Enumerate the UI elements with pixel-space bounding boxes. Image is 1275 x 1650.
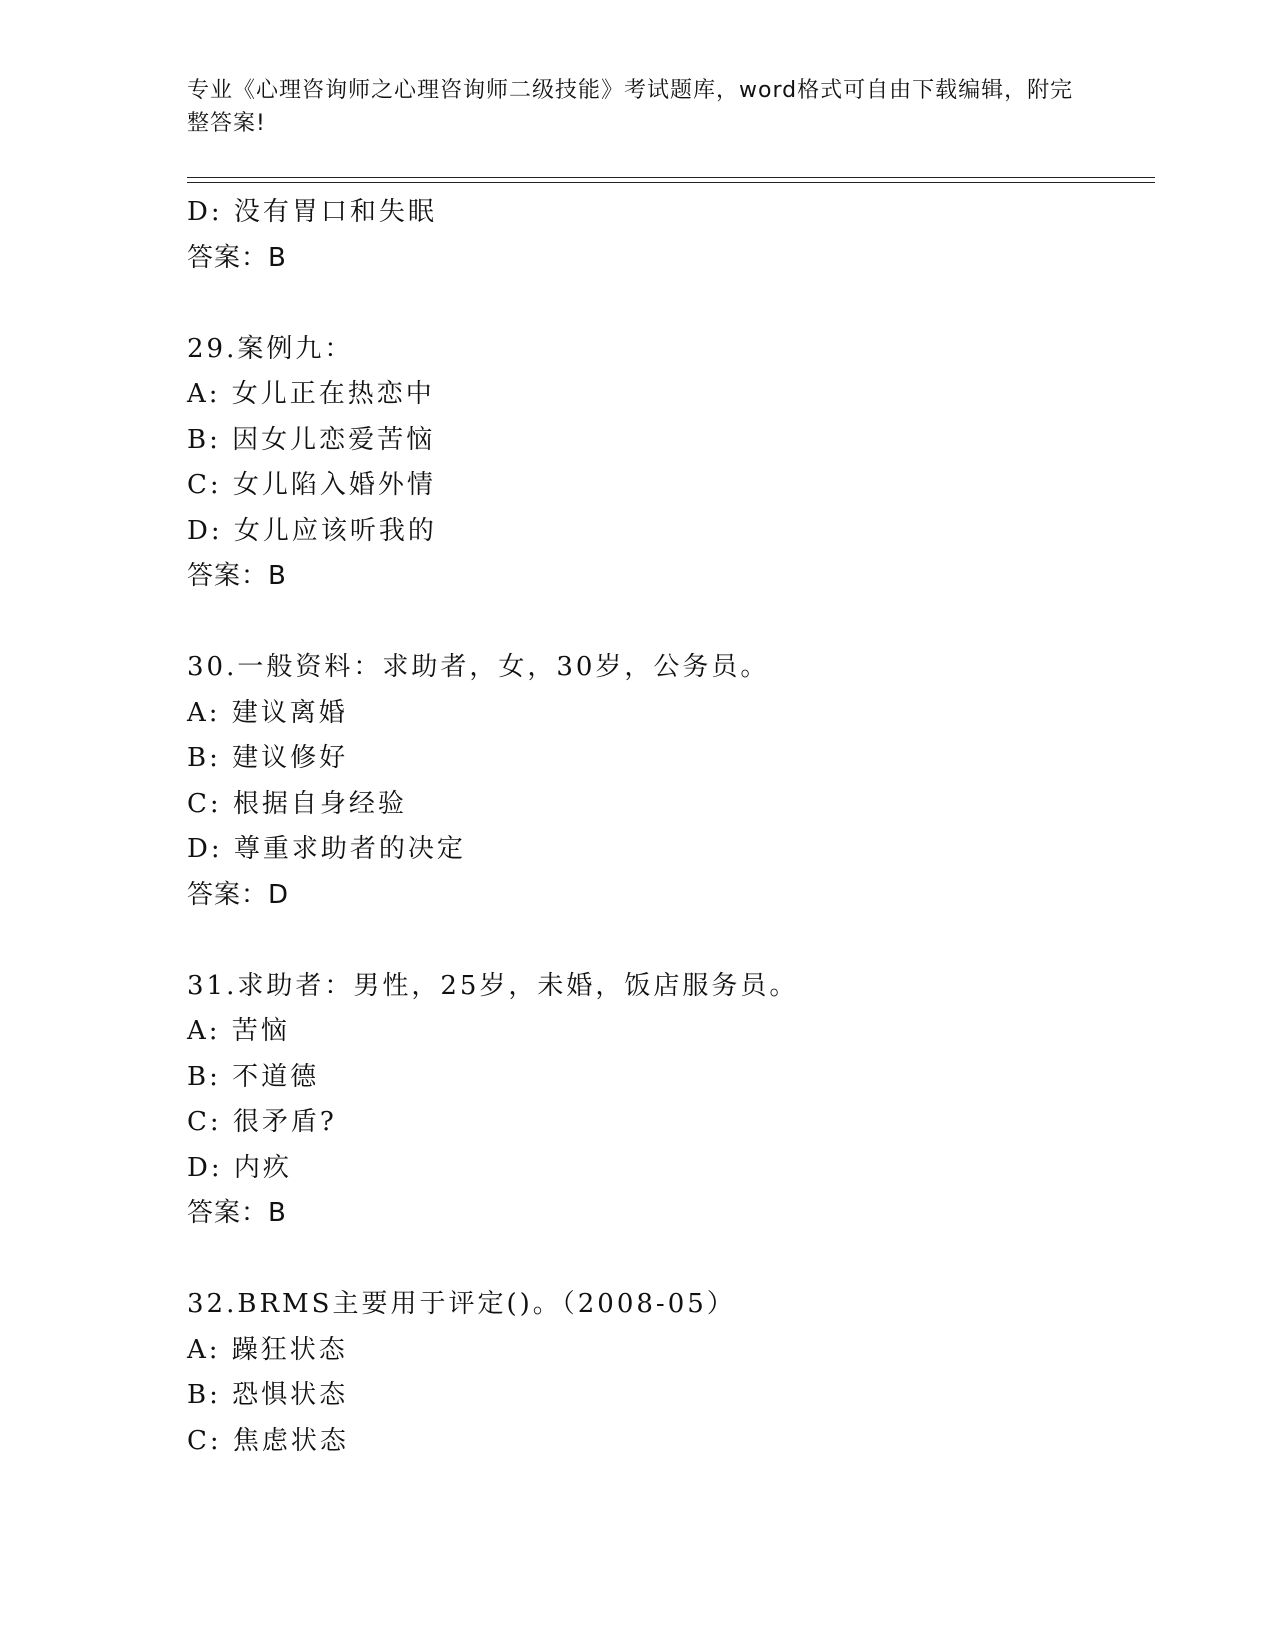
answer-line: 答案：B bbox=[187, 242, 287, 273]
question-block-29 bbox=[187, 327, 1155, 600]
option-b: B: 不道德 bbox=[187, 1061, 320, 1092]
option-a: A: 苦恼 bbox=[187, 1016, 290, 1046]
question-stem: 31.求助者：男性，25岁，未婚，饭店服务员。 bbox=[187, 970, 799, 1001]
answer-line: 答案：B bbox=[187, 561, 287, 591]
question-stem: 32.BRMS主要用于评定()。（2008-05） bbox=[187, 1289, 736, 1319]
option-c: C: 很矛盾? bbox=[187, 1107, 337, 1137]
question-block-31 bbox=[187, 964, 1155, 1237]
header-divider-bottom bbox=[187, 182, 1155, 183]
option-c: C: 焦虑状态 bbox=[187, 1425, 349, 1456]
question-stem: 30.一般资料：求助者，女，30岁，公务员。 bbox=[187, 652, 770, 682]
option-b: B: 因女儿恋爱苦恼 bbox=[187, 424, 436, 455]
header-divider-top bbox=[187, 177, 1155, 178]
document-header: 专业《心理咨询师之心理咨询师二级技能》考试题库，word格式可自由下载编辑，附完整答案! bbox=[187, 78, 1074, 136]
question-block-28 bbox=[187, 190, 1155, 281]
spacer bbox=[187, 918, 1155, 964]
option-a: A: 建议离婚 bbox=[187, 697, 348, 728]
spacer bbox=[187, 281, 1155, 327]
spacer bbox=[187, 600, 1155, 646]
answer-line: 答案：D bbox=[187, 879, 290, 910]
question-block-32 bbox=[187, 1282, 1155, 1464]
spacer bbox=[187, 1237, 1155, 1283]
question-list bbox=[187, 190, 1155, 1464]
answer-line: 答案：B bbox=[187, 1198, 287, 1228]
option-d: D: 没有胃口和失眠 bbox=[187, 197, 437, 227]
option-b: B: 恐惧状态 bbox=[187, 1380, 349, 1410]
question-stem: 29.案例九： bbox=[187, 333, 354, 364]
option-a: A: 女儿正在热恋中 bbox=[187, 379, 435, 409]
option-b: B: 建议修好 bbox=[187, 743, 349, 773]
option-d: D: 女儿应该听我的 bbox=[187, 515, 437, 546]
question-block-30 bbox=[187, 645, 1155, 918]
option-d: D: 内疚 bbox=[187, 1152, 292, 1183]
option-a: A: 躁狂状态 bbox=[187, 1334, 348, 1365]
option-d: D: 尊重求助者的决定 bbox=[187, 834, 466, 864]
option-c: C: 根据自身经验 bbox=[187, 788, 407, 819]
option-c: C: 女儿陷入婚外情 bbox=[187, 470, 436, 500]
